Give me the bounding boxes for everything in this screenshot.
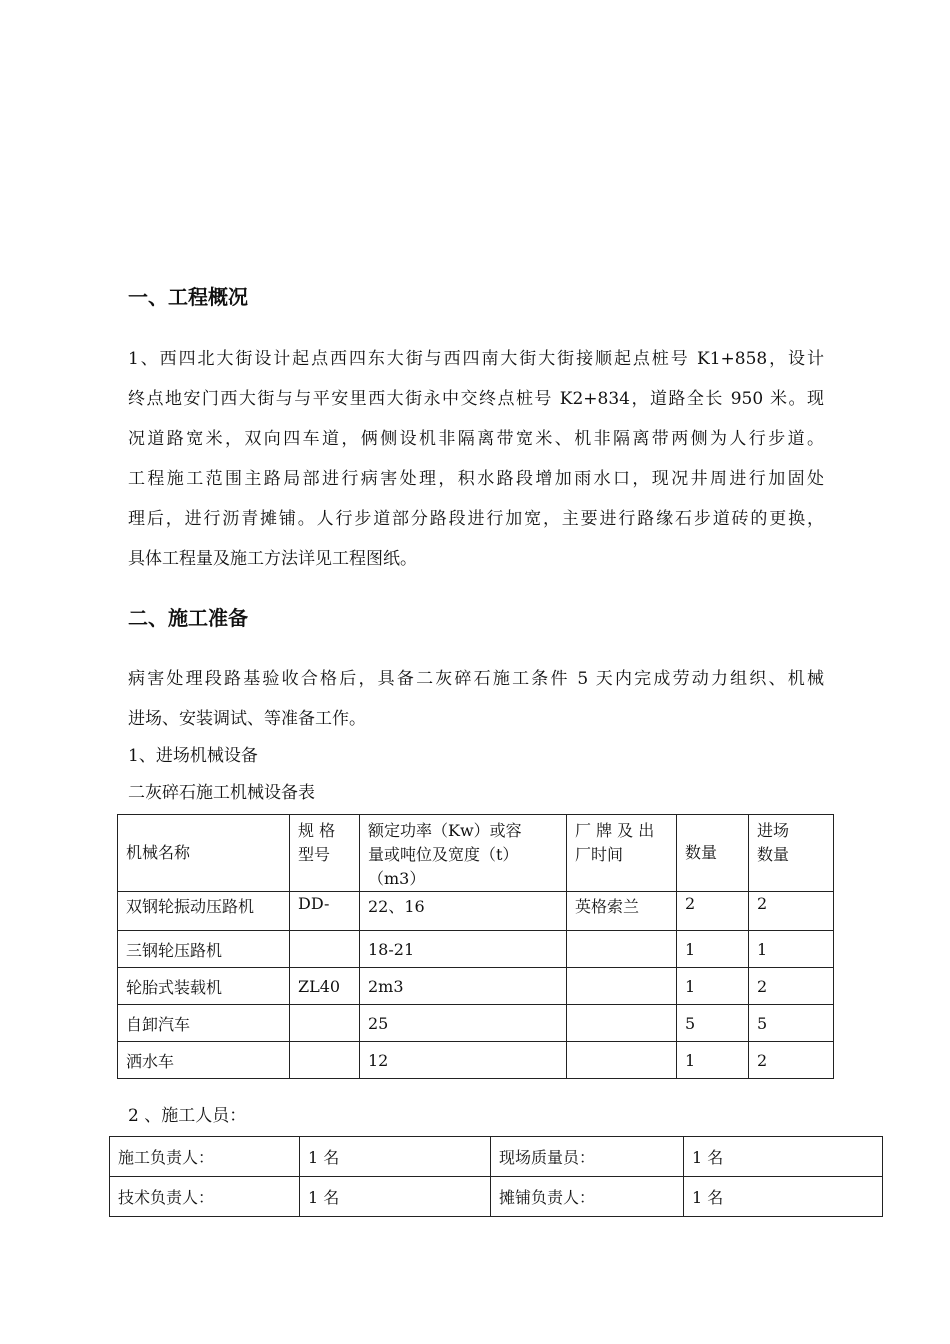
section1-line-4: 工程施工范围主路局部进行病害处理，积水路段增加雨水口，现况井周进行加固处: [128, 469, 824, 489]
table-cell: ZL40: [290, 968, 360, 1005]
table-cell: 施工负责人：: [110, 1137, 300, 1177]
table-cell: [567, 1005, 677, 1042]
table-cell: 1 名: [684, 1137, 883, 1177]
staff-table: [109, 1136, 883, 1217]
table-cell: 2: [677, 892, 749, 931]
table-cell: [290, 931, 360, 968]
table-row: [118, 1005, 834, 1042]
table-cell: 英格索兰: [567, 892, 677, 931]
table-cell: 1: [677, 1042, 749, 1079]
table-cell: 自卸汽车: [118, 1005, 290, 1042]
table-cell: 洒水车: [118, 1042, 290, 1079]
section2-title: 二、施工准备: [128, 606, 248, 630]
table-cell: 2: [749, 968, 834, 1005]
table-cell: 22、16: [360, 892, 567, 931]
header-machine-name: 机械名称: [118, 815, 290, 892]
section1-title: 一、工程概况: [128, 285, 248, 309]
table-cell: [567, 931, 677, 968]
section2-line-2: 进场、安装调试、等准备工作。: [128, 709, 366, 729]
header-brand-date: 厂 牌 及 出 厂时间: [567, 815, 677, 892]
table-cell: 技术负责人：: [110, 1177, 300, 1217]
table-cell: 现场质量员：: [491, 1137, 684, 1177]
equipment-header-row: [118, 815, 834, 892]
table-cell: 摊铺负责人：: [491, 1177, 684, 1217]
table-cell: DD-: [290, 892, 360, 931]
header-rated-power: 额定功率（Kw）或容 量或吨位及宽度（t） （m3）: [360, 815, 567, 892]
table-cell: 5: [677, 1005, 749, 1042]
table-cell: 1: [677, 968, 749, 1005]
equipment-table-title: 二灰碎石施工机械设备表: [128, 783, 315, 803]
section2-line-1: 病害处理段路基验收合格后，具备二灰碎石施工条件 5 天内完成劳动力组织、机械: [128, 669, 824, 689]
section1-line-6: 具体工程量及施工方法详见工程图纸。: [128, 549, 417, 569]
table-cell: 25: [360, 1005, 567, 1042]
table-row: [110, 1177, 883, 1217]
header-entry-quantity: 进场 数量: [749, 815, 834, 892]
table-cell: 2m3: [360, 968, 567, 1005]
table-cell: [567, 1042, 677, 1079]
equipment-subheading: 1、进场机械设备: [128, 746, 258, 766]
table-cell: 2: [749, 1042, 834, 1079]
table-row: [118, 968, 834, 1005]
table-cell: 1: [749, 931, 834, 968]
staff-subheading: 2 、施工人员：: [128, 1106, 247, 1126]
header-spec-model: 规 格 型号: [290, 815, 360, 892]
table-cell: 2: [749, 892, 834, 931]
table-cell: 18-21: [360, 931, 567, 968]
table-cell: 1: [677, 931, 749, 968]
table-row: [118, 931, 834, 968]
section1-line-5: 理后，进行沥青摊铺。人行步道部分路段进行加宽，主要进行路缘石步道砖的更换，: [128, 509, 824, 529]
table-cell: 轮胎式装载机: [118, 968, 290, 1005]
table-cell: [290, 1042, 360, 1079]
table-cell: 1 名: [300, 1137, 491, 1177]
section1-line-3: 况道路宽米，双向四车道，俩侧设机非隔离带宽米、机非隔离带两侧为人行步道。: [128, 429, 824, 449]
table-row: [118, 1042, 834, 1079]
section1-line-1: 1、西四北大街设计起点西四东大街与西四南大街大街接顺起点桩号 K1+858，设计: [128, 349, 824, 369]
table-cell: 三钢轮压路机: [118, 931, 290, 968]
section1-line-2: 终点地安门西大街与与平安里西大街永中交终点桩号 K2+834，道路全长 950 米。现: [128, 389, 824, 409]
table-row: [110, 1137, 883, 1177]
table-row: [118, 892, 834, 931]
table-cell: 12: [360, 1042, 567, 1079]
header-quantity: 数量: [677, 815, 749, 892]
table-cell: 1 名: [300, 1177, 491, 1217]
table-cell: 1 名: [684, 1177, 883, 1217]
table-cell: 5: [749, 1005, 834, 1042]
table-cell: [290, 1005, 360, 1042]
table-cell: 双钢轮振动压路机: [118, 892, 290, 931]
table-cell: [567, 968, 677, 1005]
equipment-table: [117, 814, 834, 1079]
